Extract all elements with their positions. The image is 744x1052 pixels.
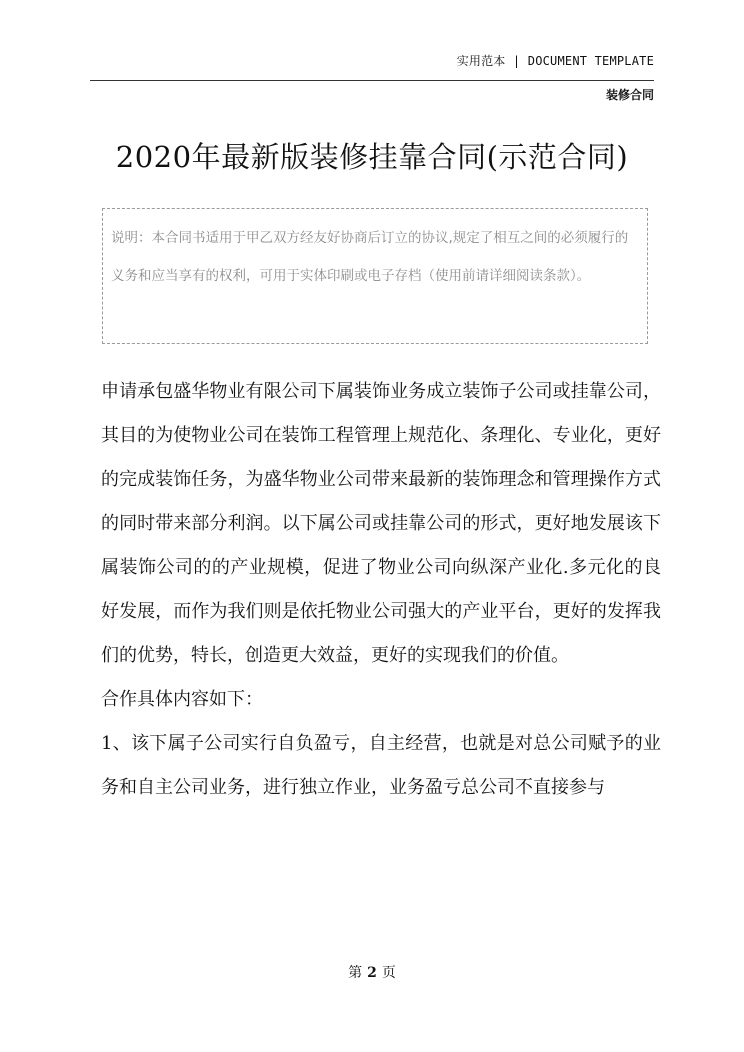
paragraph-intro: 申请承包盛华物业有限公司下属装饰业务成立装饰子公司或挂靠公司，其目的为使物业公司在装饰工程管理上规范化、条理化、专业化，更好的完成装饰任务，为盛华物业公司带来最新的装饰理念和管理操作方式的同时带来部分利润。以下属公司或挂靠公司的形式，更好地发展该下属装饰公司的的产业规模，促进了物业公司向纵深产业化.多元化的良好发展，而作为我们则是依托物业公司强大的产业平台，更好的发挥我们的优势，特长，创造更大效益，更好的实现我们的价值。 bbox=[101, 381, 661, 666]
document-title: 2020年最新版装修挂靠合同(示范合同) bbox=[115, 140, 629, 174]
page-footer bbox=[0, 962, 744, 982]
header-template-label: 实用范本 | DOCUMENT TEMPLATE bbox=[456, 54, 654, 68]
page-prefix: 第 bbox=[348, 965, 363, 981]
note-box: 说明：本合同书适用于甲乙双方经友好协商后订立的协议,规定了相互之间的必须履行的义务和应当享有的权利，可用于实体印刷或电子存档（使用前请详细阅读条款）。 bbox=[102, 208, 648, 344]
page-number: 2 bbox=[367, 965, 377, 981]
paragraph-heading: 合作具体内容如下： bbox=[101, 689, 263, 710]
header-doc-type: 装修合同 bbox=[605, 88, 654, 102]
paragraph-clause-1: 1、该下属子公司实行自负盈亏，自主经营，也就是对总公司赋予的业务和自主公司业务，进行独立作业，业务盈亏总公司不直接参与 bbox=[101, 733, 661, 798]
header-divider bbox=[90, 80, 654, 81]
body-text bbox=[101, 370, 661, 810]
page-suffix: 页 bbox=[381, 965, 396, 981]
